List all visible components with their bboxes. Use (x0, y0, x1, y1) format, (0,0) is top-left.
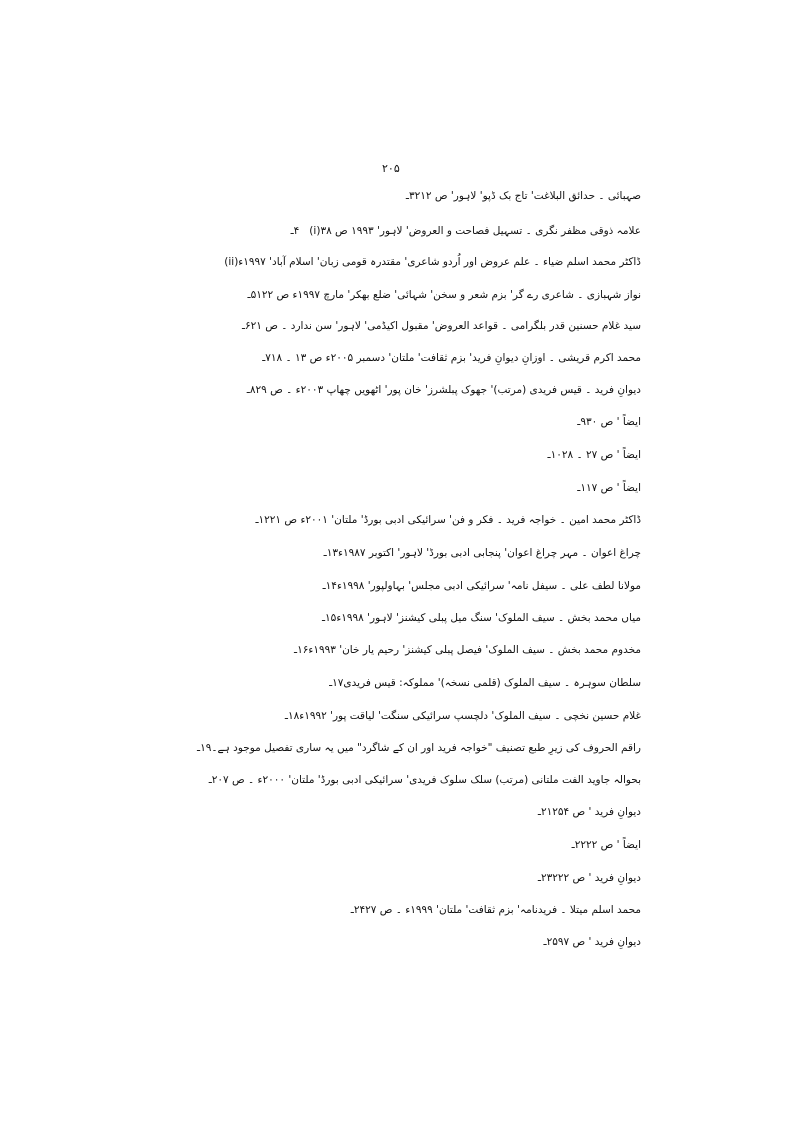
endnote-number: ۱۵ـ (321, 612, 337, 624)
endnote-number: ۲۳ـ (537, 872, 553, 884)
endnote-23 (524, 872, 641, 884)
endnote-text: سید غلام حسنین قدر بلگرامی ۔ قواعد العروض' مقبول اکیڈمی' لاہور' سن ندارد ۔ ص ۲۱ (250, 320, 641, 332)
endnote-number: ۲۵ـ (543, 936, 558, 948)
endnote-text: ایضاً ' ص ۷ (591, 482, 641, 494)
endnote-number: ۸ـ (246, 384, 256, 396)
endnote-text: سلطان سوہرہ ۔ سیف الملوک (قلمی نسخہ)' مملوکہ: قیس فریدی (343, 677, 641, 689)
endnote-19 (183, 742, 641, 754)
endnote-number: ۱۳ـ (323, 547, 339, 559)
endnote-number: ۴ـ (290, 225, 300, 237)
endnote-text: ایضاً ' ص ۳۰ (585, 416, 641, 428)
endnote-text: مولانا لطف علی ۔ سیفل نامہ' سرائیکی ادبی مجلس' بہاولپور' ۱۹۹۸ء (336, 580, 641, 592)
endnote-10 (534, 449, 641, 461)
endnote-number: ۲۰ـ (208, 774, 224, 786)
endnote-14 (309, 580, 641, 592)
endnote-3 (387, 190, 641, 202)
endnote-16 (280, 644, 641, 656)
endnote-number: ۱۰ـ (547, 449, 562, 461)
endnote-22 (558, 839, 641, 851)
endnote-number: ۲۱ـ (537, 806, 553, 818)
endnote-text: محمد اسلم میتلا ۔ فریدنامہ' بزم ثقافت' ملتان' ۱۹۹۹ء ۔ ص ۲۷ (365, 904, 641, 916)
endnote-text: میاں محمد بخش ۔ سیف الملوک' سنگ میل پبلی کیشنز' لاہور' ۱۹۹۸ء (336, 612, 641, 624)
endnote-number: ۲۲ـ (571, 839, 586, 851)
endnote-number: ۵ـ (247, 289, 257, 301)
endnote-24 (337, 904, 641, 916)
endnote-text: بحوالہ جاوید الفت ملتانی (مرتب) سلک سلوک فریدی' سرائیکی ادبی بورڈ' ملتان' ۲۰۰۰ء ۔ ص ۷ (223, 774, 641, 786)
endnote-text: ڈاکٹر محمد اسلم ضیاء ۔ علم عروض اور اُردو شاعری' مقتدرہ قومی زبان' اسلام آباد' ۱۹۹۷ء (238, 256, 641, 268)
endnote-number: ۱۲ـ (255, 514, 270, 526)
endnote-11 (564, 482, 641, 494)
endnote-text: ایضاً ' ص ۲۲ (585, 839, 641, 851)
endnote-text: دیوانِ فرید ۔ قیس فریدی (مرتب)' جھوک پبلشرز' خان پور' اٹھویں چھاپ ۲۰۰۳ء ۔ ص ۲۹ (255, 384, 641, 396)
endnote-text: دیوانِ فرید ' ص ۲۵۴ (552, 806, 641, 818)
endnote-number: ۲۴ـ (350, 904, 366, 916)
endnote-text: علامہ ذوقی مظفر نگری ۔ تسہیل فصاحت و العروض' لاہور' ۱۹۹۳ ص ۳۸ (320, 225, 641, 237)
endnote-18 (271, 710, 641, 722)
endnote-5 (228, 289, 641, 301)
endnote-sub-marker: (ii) (224, 256, 239, 268)
endnote-number: ۹ـ (577, 416, 586, 428)
endnote-text: ڈاکٹر محمد امین ۔ خواجہ فرید ۔ فکر و فن' سرائیکی ادبی بورڈ' ملتان' ۲۰۰۱ء ص ۲۱ (269, 514, 641, 526)
endnote-7 (243, 352, 641, 364)
endnote-8 (228, 384, 642, 396)
endnote-number: ۱۶ـ (294, 644, 309, 656)
endnote-25 (530, 936, 641, 948)
endnote-text: دیوانِ فرید ' ص ۲۲۲ (552, 872, 641, 884)
endnote-number: ۳ـ (405, 190, 415, 202)
endnote-text: غلام حسین نخچی ۔ سیف الملوک' دلچسپ سرائیکی سنگت' لیاقت پور' ۱۹۹۲ء (299, 710, 641, 722)
endnote-number: ۱۴ـ (322, 580, 337, 592)
endnote-9 (558, 416, 641, 428)
endnote-15 (308, 612, 641, 624)
endnote-text: ایضاً ' ص ۲۷ ۔ ۲۸ (561, 449, 641, 461)
endnote-4 (271, 225, 641, 237)
endnote-number: ۱۹ـ (196, 742, 212, 754)
endnote-text: مخدوم محمد بخش ۔ سیف الملوک' فیصل پبلی کیشنز' رحیم یار خان' ۱۹۹۳ء (308, 644, 641, 656)
endnote-6 (223, 320, 641, 332)
endnote-13 (310, 547, 641, 559)
endnote-sub-marker: (i) (309, 225, 321, 237)
endnote-text: راقم الحروف کی زیرِ طبع تصنیف "خواجہ فرید اور ان کے شاگرد" میں یہ ساری تفصیل موجود ہے۔ (211, 742, 641, 754)
endnote-number: ۱۷ـ (329, 677, 344, 689)
endnote-12 (242, 514, 641, 526)
endnote-text: نواز شہبازی ۔ شاعری رے گر' بزم شعر و سخن' شہائی' ضلع بھکر' مارچ ۱۹۹۷ء ص ۱۲۲ (256, 289, 641, 301)
endnote-text: چراغ اعوان ۔ مہر چراغ اعوان' پنجابی ادبی بورڈ' لاہور' اکتوبر ۱۹۸۷ء (338, 547, 641, 559)
endnote-20 (195, 774, 641, 786)
page-number: ۲۰۵ (382, 162, 400, 175)
endnote-number: ۶ـ (241, 320, 251, 332)
endnote-4-ii (186, 256, 641, 268)
endnote-text: محمد اکرم قریشی ۔ اوزانِ دیوانِ فرید' بزم ثقافت' ملتان' دسمبر ۲۰۰۵ء ص ۱۳ ۔ ۱۸ (270, 352, 641, 364)
endnote-text: دیوانِ فرید ' ص ۹۷ (557, 936, 641, 948)
endnote-number: ۷ـ (262, 352, 271, 364)
endnote-text: صہبائی ۔ حدائق البلاغت' تاج بک ڈپو' لاہور' ص ۲۱۲ (414, 190, 641, 202)
endnote-number: ۱۱ـ (577, 482, 592, 494)
endnote-number: ۱۸ـ (284, 710, 300, 722)
endnote-17 (315, 677, 641, 689)
endnote-21 (524, 806, 641, 818)
